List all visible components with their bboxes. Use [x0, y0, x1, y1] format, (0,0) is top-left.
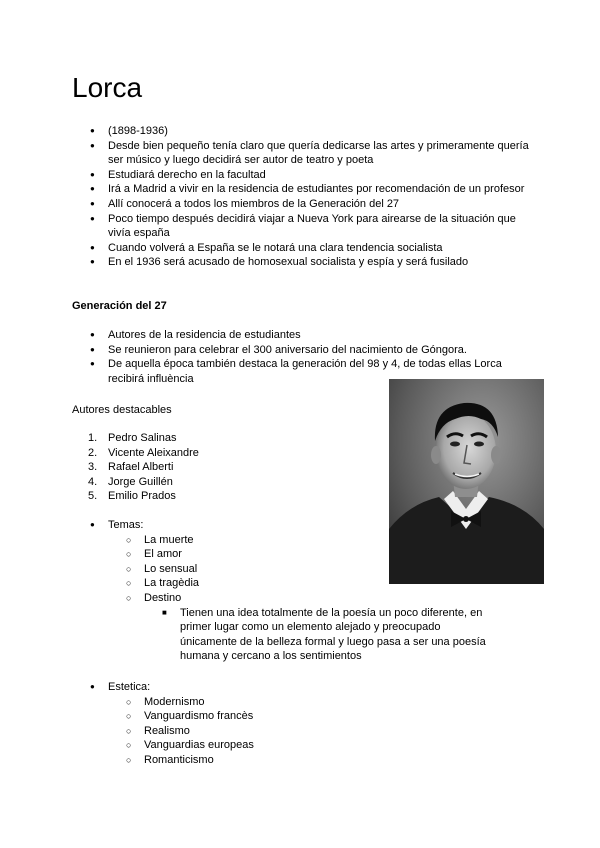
autor-name: Rafael Alberti: [108, 461, 174, 474]
estetica-sublist: [108, 695, 532, 768]
tema-item: ○ La muerte: [108, 533, 532, 548]
generacion-item: ● Autores de la residencia de estudiantes: [72, 328, 522, 343]
autores-heading: Autores destacables: [72, 404, 172, 416]
bio-item: ● Estudiará derecho en la facultad: [72, 168, 532, 183]
autor-item: 5. Emilio Prados: [88, 490, 176, 503]
tema-item: ○ El amor: [108, 547, 532, 562]
generacion-item: ● De aquella época también destaca la generación del 98 y 4, de todas ellas Lorca recibirá influència: [72, 357, 522, 386]
bio-item: ● Poco tiempo después decidirá viajar a Nueva York para airearse de la situación que vivía españa: [72, 212, 532, 241]
estetica-list: [72, 680, 532, 768]
page-title: Lorca: [72, 72, 143, 103]
estetica-style: ○ Vanguardias europeas: [108, 738, 532, 753]
generacion-heading: Generación del 27: [72, 300, 167, 312]
tema-item: [108, 591, 532, 664]
bio-item: ● Irá a Madrid a vivir en la residencia de estudiantes por recomendación de un profesor: [72, 182, 532, 197]
destino-sublist: [144, 606, 494, 664]
autores-list: [72, 431, 372, 504]
bio-item: ● Allí conocerá a todos los miembros de la Generación del 27: [72, 197, 532, 212]
bio-item: ● Desde bien pequeño tenía claro que quería dedicarse las artes y primeramente quería ser músico y luego decidirá ser autor de teatro y poeta: [72, 139, 532, 168]
generacion-list: [72, 328, 522, 386]
autor-item: 1. Pedro Salinas: [88, 432, 177, 444]
estetica-style: ○ Realismo: [108, 724, 532, 739]
bio-item: ● Cuando volverá a España se le notará una clara tendencia socialista: [72, 241, 532, 256]
bio-list: [72, 124, 532, 270]
estetica-style: ○ Modernismo: [108, 695, 532, 710]
autor-item: 2. Vicente Aleixandre: [88, 446, 199, 459]
estetica-item: [72, 680, 532, 768]
tema-destino-label: Destino: [144, 591, 182, 604]
estetica-style: ○ Romanticismo: [108, 753, 532, 768]
tema-item: ○ La tragèdia: [108, 576, 532, 591]
autor-name: Jorge Guillén: [108, 475, 173, 488]
temas-label: Temas:: [108, 519, 144, 531]
bio-item: ● En el 1936 será acusado de homosexual socialista y espía y será fusilado: [72, 255, 532, 270]
bio-item: ● (1898-1936): [72, 124, 532, 139]
autor-name: Vicente Aleixandre: [108, 446, 199, 459]
estetica-label: Estetica:: [108, 681, 151, 693]
generacion-item: ● Se reunieron para celebrar el 300 aniversario del nacimiento de Góngora.: [72, 343, 522, 358]
autor-item: 4. Jorge Guillén: [88, 475, 173, 488]
lorca-portrait-photo: [389, 379, 544, 584]
autor-name: Pedro Salinas: [108, 432, 177, 444]
estetica-style: ○ Vanguardismo francès: [108, 709, 532, 724]
autor-name: Emilio Prados: [108, 490, 176, 503]
destino-note: ■ Tienen una idea totalmente de la poesía un poco diferente, en primer lugar como un elemento alejado y preocupado únicamente de la belleza formal y luego pasa a ser una poesía humana y cercano a los sentimientos: [144, 606, 494, 664]
tema-item: ○ Lo sensual: [108, 562, 532, 577]
autor-item: 3. Rafael Alberti: [88, 461, 174, 474]
